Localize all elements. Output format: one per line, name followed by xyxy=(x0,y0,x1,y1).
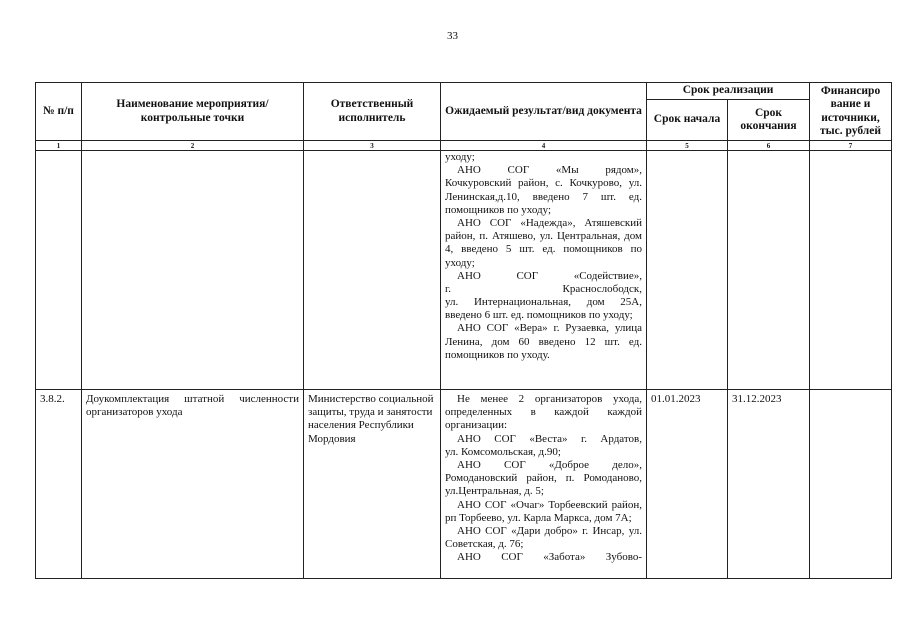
result-line: АНО СОГ «Содействие», xyxy=(457,269,642,282)
column-number: 3 xyxy=(304,141,441,151)
header-number: № п/п xyxy=(36,83,82,141)
result-line: АНО СОГ «Вера» г. Рузаевка, улица Ленина, дом 60 введено 12 шт. ед. помощников по уходу. xyxy=(445,322,642,361)
column-number: 1 xyxy=(36,141,82,151)
financing xyxy=(810,390,892,579)
column-number: 4 xyxy=(441,141,647,151)
column-number: 6 xyxy=(728,141,810,151)
result-line: АНО СОГ «Дари добро» г. Инсар, ул. Советская, д. 76; xyxy=(445,524,642,551)
result-line: г. Краснослободск, xyxy=(445,282,642,295)
header-end-date: Срок окончания xyxy=(728,100,810,141)
result-line: ул. Комсомольская, д.90; xyxy=(445,445,561,458)
measures-table xyxy=(35,82,892,579)
end-date: 31.12.2023 xyxy=(728,390,810,579)
column-number: 5 xyxy=(647,141,728,151)
header-expected-result: Ожидаемый результат/вид документа xyxy=(441,83,647,141)
result-line: Кочкуровский район, с. Кочкурово, ул. Ленинская,д.10, введено 7 шт. ед. помощников по уходу; xyxy=(445,177,642,216)
result-line: уходу; xyxy=(445,151,475,163)
result-line: АНО СОГ «Забота» Зубово- xyxy=(457,551,642,564)
result-line: Ромодановский район, п. Ромоданово, ул.Центральная, д. 5; xyxy=(445,472,642,498)
result-line: ул. Интернациональная, дом 25А, введено 6 шт. ед. помощников по уходу; xyxy=(445,296,642,322)
result-line: АНО СОГ «Доброе дело», xyxy=(457,458,642,471)
expected-result-cell xyxy=(441,151,647,390)
header-start-date: Срок начала xyxy=(647,100,728,141)
table-row xyxy=(36,390,892,579)
page-number: 33 xyxy=(447,30,458,42)
result-line: АНО СОГ «Веста» г. Ардатов, xyxy=(457,432,642,445)
column-number: 2 xyxy=(82,141,304,151)
start-date: 01.01.2023 xyxy=(647,390,728,579)
expected-result-cell xyxy=(441,390,647,579)
result-line: АНО СОГ «Очаг» Торбеевский район, рп Торбеево, ул. Карла Маркса, дом 7А; xyxy=(445,498,642,524)
executor: Министерство социальной защиты, труда и занятости населения Республики Мордовия xyxy=(304,390,441,579)
row-number: 3.8.2. xyxy=(36,390,82,579)
header-measure-name: Наименование мероприятия/ контрольные точки xyxy=(82,83,304,141)
measure-name: Доукомплектация штатной численности организаторов ухода xyxy=(82,390,304,579)
result-line: АНО СОГ «Мы рядом», xyxy=(457,164,642,177)
result-line: АНО СОГ «Надежда», Атяшевский район, п. Атяшево, ул. Центральная, дом 4, введено 5 шт. ед. помощников по уходу; xyxy=(445,216,642,269)
header-financing: Финансиро вание и источники, тыс. рублей xyxy=(810,83,892,141)
result-line: Не менее 2 организаторов ухода, определенных в каждой каждой организации: xyxy=(445,393,642,432)
column-number: 7 xyxy=(810,141,892,151)
header-executor: Ответственный исполнитель xyxy=(304,83,441,141)
header-implementation-period: Срок реализации xyxy=(647,83,810,100)
table-row xyxy=(36,151,892,390)
